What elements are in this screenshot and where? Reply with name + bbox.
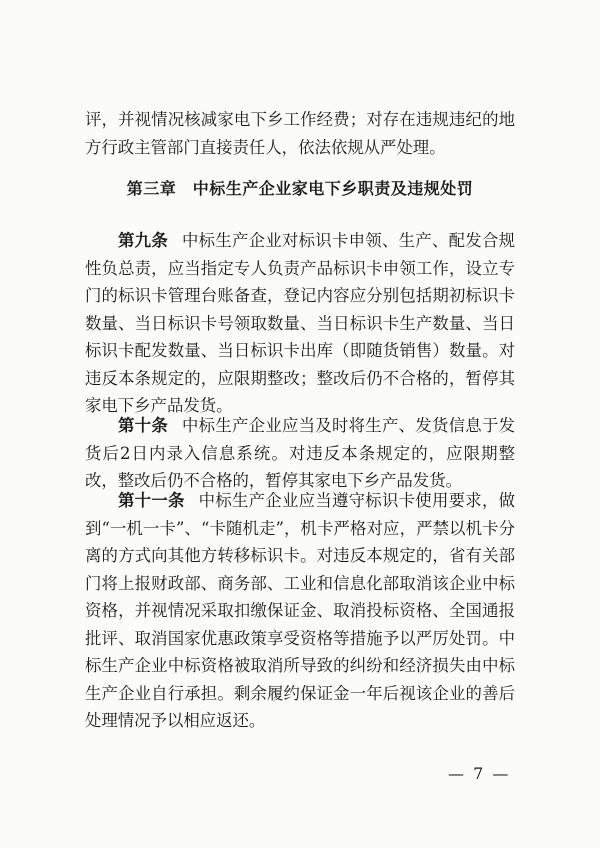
article-9 bbox=[85, 227, 515, 420]
article-text: 中标生产企业应当遵守标识卡使用要求，做到“一机一卡”、“卡随机走”，机卡严格对应，严禁以机卡分离的方式向其他方转移标识卡。对违反本规定的，省有关部门将上报财政部、商务部、工业和信息化部取消该企业中标资格，并视情况采取扣缴保证金、取消投标资格、全国通报批评、取消国家优惠政策享受资格等措施予以严厉处罚。中标生产企业中标资格被取消所导致的纠纷和经济损失由中标生产企业自行承担。剩余履约保证金一年后视该企业的善后处理情况予以相应返还。 bbox=[85, 491, 515, 730]
continued-paragraph: 评，并视情况核减家电下乡工作经费；对存在违规违纪的地方行政主管部门直接责任人，依法依规从严处理。 bbox=[85, 110, 515, 157]
article-number: 第九条 bbox=[118, 231, 168, 250]
article-text: 中标生产企业对标识卡申领、生产、配发合规性负总责，应当指定专人负责产品标识卡申领工作，设立专门的标识卡管理台账备查，登记内容应分别包括期初标识卡数量、当日标识卡号领取数量、当日标识卡生产数量、当日标识卡配发数量、当日标识卡出库（即随货销售）数量。对违反本条规定的，应限期整改；整改后仍不合格的，暂停其家电下乡产品发货。 bbox=[85, 231, 516, 415]
article-11 bbox=[85, 487, 515, 735]
article-10 bbox=[85, 412, 515, 495]
article-number: 第十一条 bbox=[118, 491, 185, 510]
page-number: — 7 — bbox=[448, 764, 511, 783]
article-text: 中标生产企业应当及时将生产、发货信息于发货后2日内录入信息系统。对违反本条规定的，应限期整改，整改后仍不合格的，暂停其家电下乡产品发货。 bbox=[85, 416, 516, 490]
article-number: 第十条 bbox=[118, 416, 168, 435]
chapter-title: 第三章 中标生产企业家电下乡职责及违规处罚 bbox=[126, 179, 474, 198]
